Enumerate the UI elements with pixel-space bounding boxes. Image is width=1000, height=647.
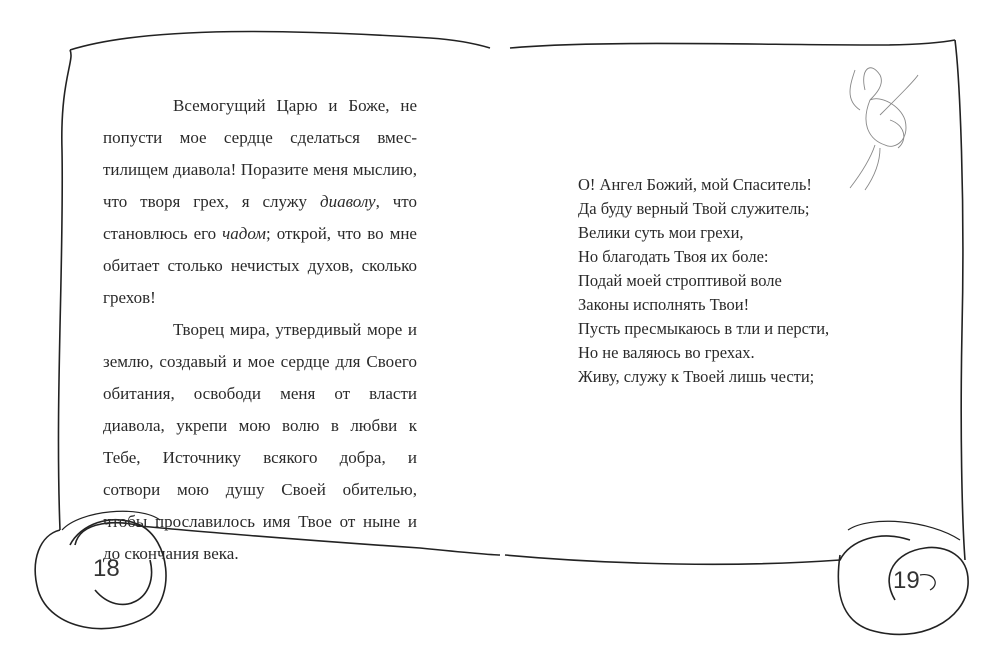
text-line: землю, создавый и мое сердце для Своего [103, 352, 417, 371]
poem-line: Велики суть мои грехи, [578, 223, 744, 242]
poem-line: Подай моей строптивой воле [578, 271, 782, 290]
text-line: до скончания века. [103, 544, 239, 563]
text-line: грехов! [103, 288, 156, 307]
text-line [103, 191, 417, 213]
page-number: 19 [893, 567, 920, 594]
text-span: становлюсь его [103, 224, 223, 243]
text-line: Творец мира, утвердивый море и [173, 320, 417, 339]
italic-word: чадом [222, 224, 267, 243]
poem-line: Пусть пресмыкаюсь в тли и персти, [578, 319, 830, 338]
text-line: обитания, освободи меня от власти [103, 384, 417, 403]
poem-line: Законы исполнять Твои! [578, 295, 750, 314]
poem-line: Но благодать Твоя их боле: [578, 247, 769, 266]
text-line: сотвори мою душу Своей обителью, [103, 480, 417, 499]
text-span: , что [375, 192, 417, 211]
page-number: 18 [93, 555, 120, 582]
italic-word: диаволу [319, 192, 376, 211]
poem-line: Но не валяюсь во грехах. [578, 343, 755, 362]
text-span: ; открой, что во мне [266, 224, 417, 243]
text-line: попусти мое сердце сделаться вмес- [103, 128, 417, 147]
text-line: тилищем диавола! Поразите меня мыслию, [103, 160, 417, 179]
text-line: Всемогущий Царю и Боже, не [173, 96, 417, 115]
poem-line: Живу, служу к Твоей лишь чести; [578, 367, 815, 386]
angel-illustration [850, 68, 918, 190]
text-line: Тебе, Источнику всякого добра, и [103, 448, 417, 467]
text-line: обитает столько нечистых духов, сколько [103, 256, 417, 275]
text-span: что творя грех, я служу [103, 192, 320, 211]
text-line [103, 223, 417, 245]
poem-line: О! Ангел Божий, мой Спаситель! [578, 175, 812, 194]
text-line: диавола, укрепи мою волю в любви к [103, 416, 417, 435]
text-line: чтобы прославилось имя Твое от ныне и [103, 512, 417, 531]
poem-line: Да буду верный Твой служитель; [578, 199, 810, 218]
